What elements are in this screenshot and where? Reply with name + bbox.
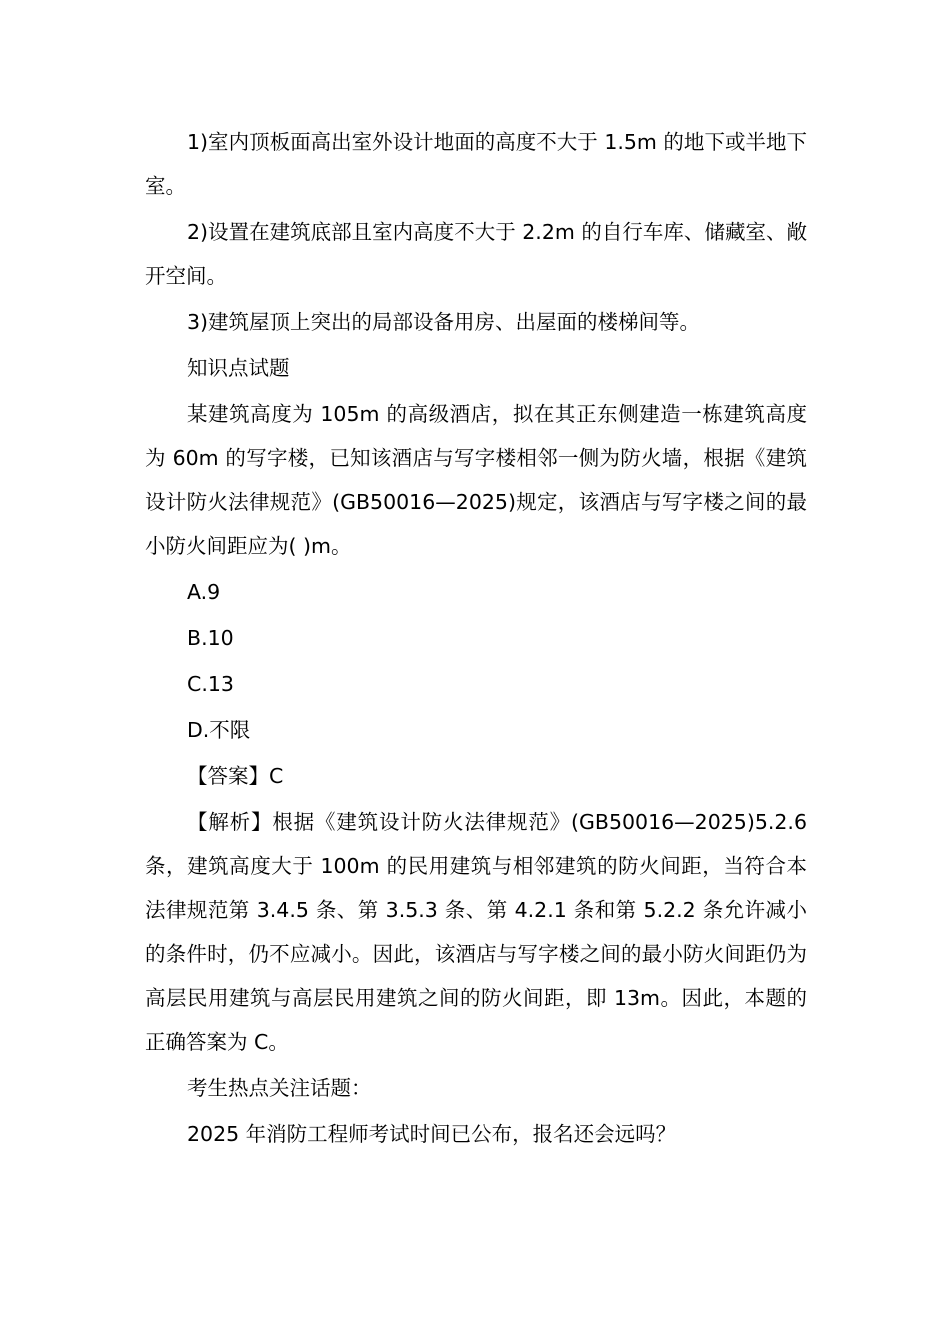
section-heading-practice: 知识点试题 — [187, 356, 290, 380]
paragraph-exempt-rooftop: 3)建筑屋顶上突出的局部设备用房、出屋面的楼梯间等。 — [187, 310, 701, 334]
answer-line: 【答案】C — [187, 764, 284, 788]
option-b: B.10 — [187, 626, 234, 650]
question-stem: 某建筑高度为 105m 的高级酒店，拟在其正东侧建造一栋建筑高度为 60m 的写字楼，已知该酒店与写字楼相邻一侧为防火墙，根据《建筑设计防火法律规范》(GB50016—2025)规定，该酒店与写字楼之间的最小防火间距应为( )m。 — [145, 402, 807, 558]
paragraph-exempt-basement: 1)室内顶板面高出室外设计地面的高度不大于 1.5m 的地下或半地下室。 — [145, 130, 807, 198]
hot-topic-item: 2025 年消防工程师考试时间已公布，报名还会远吗？ — [187, 1122, 677, 1146]
hot-topics-heading: 考生热点关注话题： — [187, 1076, 372, 1100]
document-body — [145, 120, 807, 1156]
explanation: 【解析】根据《建筑设计防火法律规范》(GB50016—2025)5.2.6 条，建筑高度大于 100m 的民用建筑与相邻建筑的防火间距，当符合本法律规范第 3.4.5 条、第 3.5.3 条、第 4.2.1 条和第 5.2.2 条允许减小的条件时，仍不应减小。因此，该酒店与写字楼之间的最小防火间距仍为高层民用建筑与高层民用建筑之间的防火间距，即 13m。因此，本题的正确答案为 C。 — [145, 810, 807, 1054]
option-d: D.不限 — [187, 718, 251, 742]
option-c: C.13 — [187, 672, 234, 696]
option-a: A.9 — [187, 580, 221, 604]
paragraph-exempt-ground-floor: 2)设置在建筑底部且室内高度不大于 2.2m 的自行车库、储藏室、敞开空间。 — [145, 220, 807, 288]
